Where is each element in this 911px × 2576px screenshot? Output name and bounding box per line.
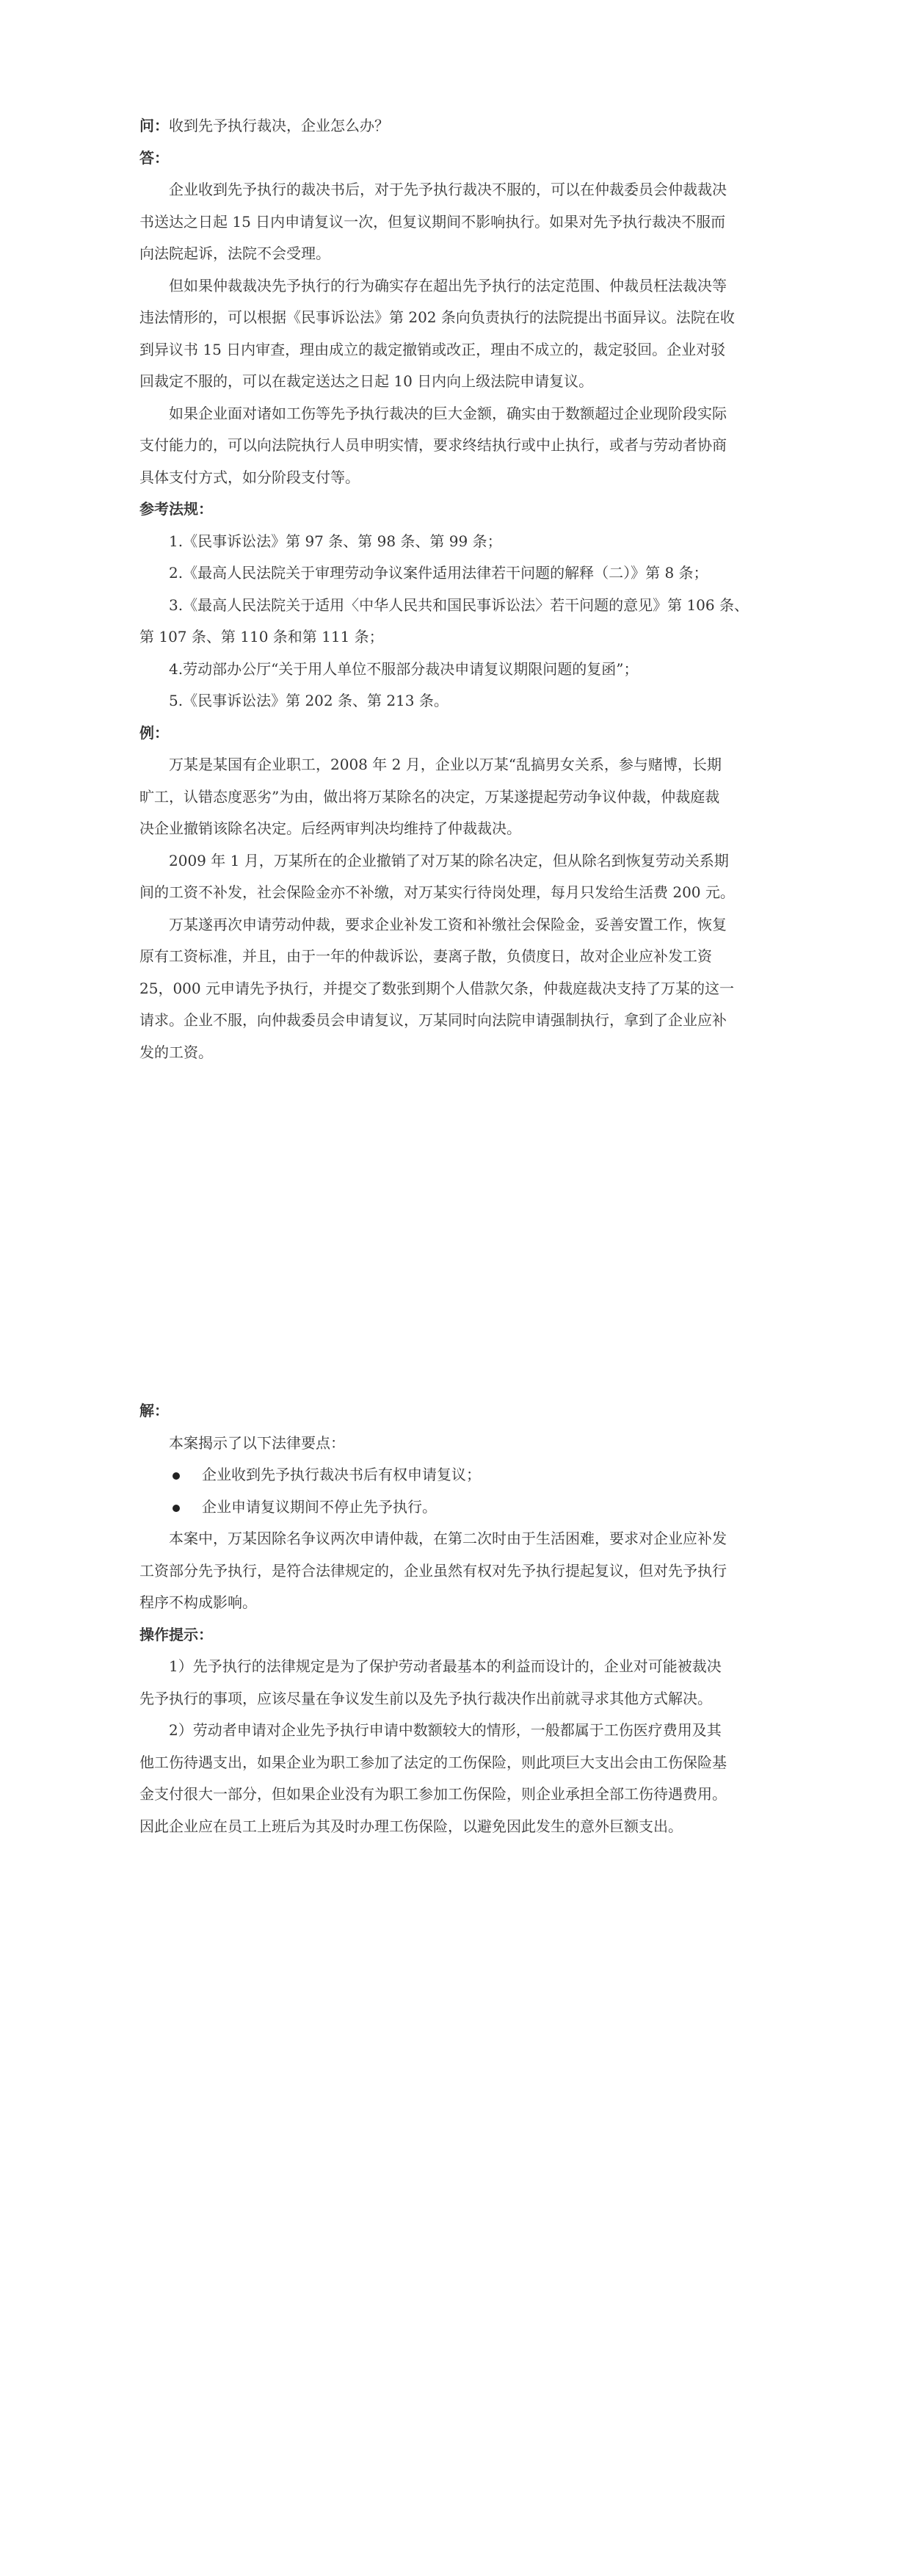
- analysis-line: 程序不构成影响。: [139, 1593, 257, 1611]
- analysis-line: 工资部分先予执行，是符合法律规定的，企业虽然有权对先予执行提起复议，但对先予执行: [139, 1561, 727, 1580]
- analysis-intro: 本案揭示了以下法律要点：: [169, 1433, 345, 1452]
- answer-line: 到异议书 15 日内审查，理由成立的裁定撤销或改正，理由不成立的，裁定驳回。企业对驳: [139, 340, 726, 358]
- analysis-bullet-text: 企业申请复议期间不停止先予执行。: [202, 1497, 437, 1516]
- tips-heading: 操作提示：: [139, 1625, 213, 1643]
- answer-line: 回裁定不服的，可以在裁定送达之日起 10 日内向上级法院申请复议。: [139, 372, 594, 390]
- answer-line: 企业收到先予执行的裁决书后，对于先予执行裁决不服的，可以在仲裁委员会仲裁裁决: [169, 181, 727, 198]
- example-line: 原有工资标准，并且，由于一年的仲裁诉讼，妻离子散，负债度日，故对企业应补发工资: [139, 947, 712, 965]
- answer-line: 违法情形的，可以根据《民事诉讼法》第 202 条向负责执行的法院提出书面异议。法院在收: [139, 308, 735, 326]
- tips-line: 2）劳动者申请对企业先予执行申请中数额较大的情形，一般都属于工伤医疗费用及其: [169, 1721, 722, 1739]
- analysis-bullet: [139, 1491, 785, 1524]
- tips-line: 金支付很大一部分，但如果企业没有为职工参加工伤保险，则企业承担全部工伤待遇费用。: [139, 1785, 727, 1803]
- question-line: [139, 110, 785, 142]
- analysis-bullet: [139, 1459, 785, 1491]
- tips-line: 他工伤待遇支出，如果企业为职工参加了法定的工伤保险，则此项巨大支出会由工伤保险基: [139, 1753, 727, 1771]
- answer-line: 向法院起诉，法院不会受理。: [139, 245, 330, 262]
- answer-line: 书送达之日起 15 日内申请复议一次，但复议期间不影响执行。如果对先予执行裁决不服而: [139, 212, 726, 231]
- tips-line: 1）先予执行的法律规定是为了保护劳动者最基本的利益而设计的，企业对可能被裁决: [169, 1657, 722, 1675]
- analysis-heading: 解：: [139, 1402, 169, 1419]
- example-line: 万某遂再次申请劳动仲裁，要求企业补发工资和补缴社会保险金，妥善安置工作，恢复: [169, 915, 727, 933]
- answer-line: 如果企业面对诸如工伤等先予执行裁决的巨大金额，确实由于数额超过企业现阶段实际: [169, 404, 727, 422]
- tips-line: 因此企业应在员工上班后为其及时办理工伤保险，以避免因此发生的意外巨额支出。: [139, 1817, 683, 1835]
- analysis-line: 本案中，万某因除名争议两次申请仲裁，在第二次时由于生活困难，要求对企业应补发: [169, 1530, 727, 1547]
- example-line: 25，000 元申请先予执行，并提交了数张到期个人借款欠条，仲裁庭裁决支持了万某的这一: [139, 979, 734, 997]
- example-line: 发的工资。: [139, 1043, 213, 1061]
- reference-line: 1.《民事诉讼法》第 97 条、第 98 条、第 99 条；: [169, 532, 502, 550]
- reference-line: 3.《最高人民法院关于适用〈中华人民共和国民事诉讼法〉若干问题的意见》第 106 条、: [169, 596, 749, 614]
- reference-line: 2.《最高人民法院关于审理劳动争议案件适用法律若干问题的解释（二）》第 8 条；: [169, 564, 708, 582]
- analysis-and-tips-section: [139, 1395, 785, 1842]
- answer-line: 具体支付方式，如分阶段支付等。: [139, 468, 360, 486]
- tips-line: 先予执行的事项，应该尽量在争议发生前以及先予执行裁决作出前就寻求其他方式解决。: [139, 1689, 712, 1707]
- example-line: 旷工，认错态度恶劣”为由，做出将万某除名的决定，万某遂提起劳动争议仲裁，仲裁庭裁: [139, 787, 720, 806]
- question-and-answer-section: [139, 110, 785, 1068]
- answer-line: 支付能力的，可以向法院执行人员申明实情，要求终结执行或中止执行，或者与劳动者协商: [139, 436, 727, 454]
- example-line: 2009 年 1 月，万某所在的企业撤销了对万某的除名决定，但从除名到恢复劳动关系期: [169, 851, 729, 869]
- bullet-icon: [173, 1472, 180, 1480]
- example-line: 间的工资不补发，社会保险金亦不补缴，对万某实行待岗处理，每月只发给生活费 200 元。: [139, 883, 735, 901]
- example-line: 请求。企业不服，向仲裁委员会申请复议，万某同时向法院申请强制执行，拿到了企业应补: [139, 1011, 727, 1029]
- answer-heading: 答：: [139, 148, 169, 167]
- analysis-bullet-text: 企业收到先予执行裁决书后有权申请复议；: [202, 1466, 481, 1483]
- reference-line: 5.《民事诉讼法》第 202 条、第 213 条。: [169, 692, 449, 709]
- bullet-icon: [173, 1505, 180, 1512]
- reference-line: 第 107 条、第 110 条和第 111 条；: [139, 628, 384, 645]
- question-text: 收到先予执行裁决，企业怎么办？: [169, 117, 389, 134]
- example-heading: 例：: [139, 723, 169, 742]
- reference-heading: 参考法规：: [139, 500, 213, 518]
- example-line: 决企业撤销该除名决定。后经两审判决均维持了仲裁裁决。: [139, 820, 521, 837]
- answer-line: 但如果仲裁裁决先予执行的行为确实存在超出先予执行的法定范围、仲裁员枉法裁决等: [169, 276, 727, 294]
- question-label: 问：: [139, 117, 169, 134]
- reference-line: 4.劳动部办公厅“关于用人单位不服部分裁决申请复议期限问题的复函”；: [169, 659, 639, 678]
- example-line: 万某是某国有企业职工，2008 年 2 月，企业以万某“乱搞男女关系，参与赌博，长期: [169, 756, 722, 773]
